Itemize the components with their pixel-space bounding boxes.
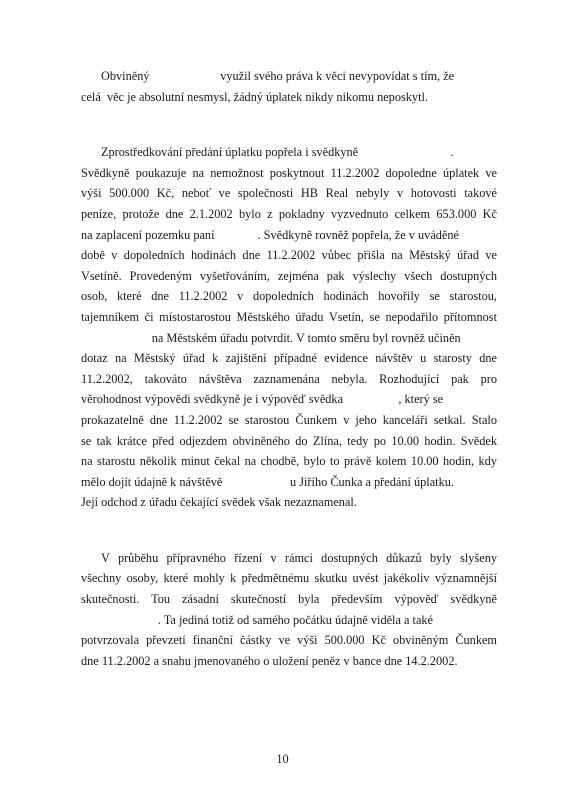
text-line: se tak krátce před odjezdem obviněného do Zlína, tedy po 10.00 hodin. Svědek — [81, 433, 497, 448]
text-line: 11.2.2002, takováto návštěva zaznamenána nebyla. Rozhodující pak pro — [81, 371, 497, 386]
text-line: mělo dojít údajně k návštěvě u Jiřího Čunka a předání úplatku. — [81, 474, 454, 489]
text-line: skutečnosti. Tou zásadní skutečností byla především výpověď svědkyně — [81, 592, 497, 607]
text-line: na zaplacení pozemku paní . Svědkyně rovněž popřela, že v uváděné — [81, 227, 459, 242]
text-line: věrohodnost výpovědi svědkyně je i výpověď svědka , který se — [81, 392, 444, 407]
text-line: Obviněný využil svého práva k věci nevypovídat s tím, že — [101, 69, 455, 83]
page-number: 10 — [276, 752, 289, 766]
text-column — [81, 66, 497, 671]
text-line: potvrzovala převzetí finanční částky ve výši 500.000 Kč obviněným Čunkem — [81, 633, 497, 648]
text-line: Její odchod z úřadu čekající svědek však nezaznamenal. — [81, 495, 357, 510]
text-line: na starostu několik minut čekal na chodbě, bylo to právě kolem 10.00 hodin, kdy — [81, 454, 497, 469]
text-line: dne 11.2.2002 a snahu jmenovaného o uložení peněz v bance dne 14.2.2002. — [81, 653, 458, 668]
text-line: tajemníkem či místostarostou Městského úřadu Vsetín, se nepodařilo přítomnost — [81, 309, 497, 324]
text-line: dotaz na Městský úřad k zajištění případné evidence návštěv u starosty dne — [81, 351, 497, 366]
text-line: na Městském úřadu potvrdit. V tomto směru byl rovněž učiněn — [81, 330, 461, 345]
text-line: Vsetíně. Provedeným vyšetřováním, zejména pak výslechy všech dostupných — [81, 268, 497, 283]
text-line: . Ta jediná totiž od samého počátku údajně viděla a také — [81, 612, 434, 627]
text-line: V průběhu přípravného řízení v rámci dostupných důkazů byly slyšeny — [101, 550, 497, 565]
text-line: osob, které dne 11.2.2002 v dopoledních hodinách hovořily se starostou, — [81, 289, 497, 304]
text-line: peníze, protože dne 2.1.2002 bylo z pokladny vyzvednuto celkem 653.000 Kč — [81, 206, 497, 221]
paragraph-1 — [81, 66, 497, 107]
paragraph-2 — [81, 142, 497, 513]
text-line: celá věc je absolutní nesmysl, žádný úplatek nikdy nikomu neposkytl. — [81, 89, 428, 104]
text-line: době v dopoledních hodinách dne 11.2.2002 vůbec přišla na Městský úřad ve — [81, 248, 497, 263]
paragraph-3 — [81, 548, 497, 672]
text-line: Zprostředkování předání úplatku popřela i svědkyně . — [101, 145, 454, 160]
text-line: Svědkyně poukazuje na nemožnost poskytnout 11.2.2002 dopoledne úplatek ve — [81, 165, 497, 180]
text-line: všechny osoby, které mohly k předmětnému skutku uvést jakékoliv významnější — [81, 571, 497, 586]
text-line: prokazatelně dne 11.2.2002 se starostou Čunkem v jeho kanceláři setkal. Stalo — [81, 412, 497, 427]
text-line: výši 500.000 Kč, neboť ve společnosti HB Real nebyly v hotovosti takové — [81, 186, 497, 201]
